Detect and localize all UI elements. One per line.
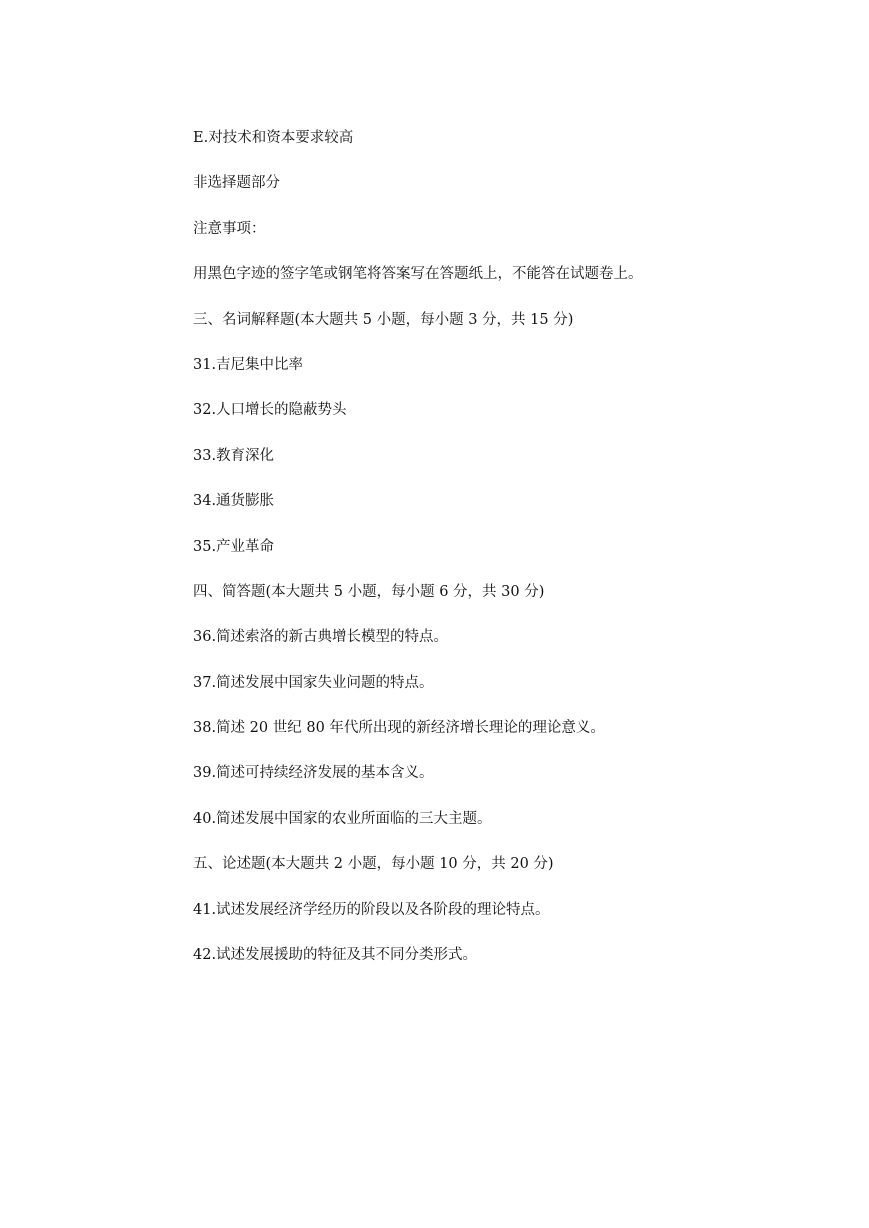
notice-heading: 注意事项： <box>193 220 266 237</box>
document-body <box>193 127 833 989</box>
option-e: E.对技术和资本要求较高 <box>193 130 354 146</box>
question-39: 39.简述可持续经济发展的基本含义。 <box>193 765 434 782</box>
question-40: 40.简述发展中国家的农业所面临的三大主题。 <box>193 810 492 827</box>
notice-text: 用黑色字迹的签字笔或钢笔将答案写在答题纸上，不能答在试题卷上。 <box>193 266 643 283</box>
question-35: 35.产业革命 <box>193 538 275 555</box>
question-41: 41.试述发展经济学经历的阶段以及各阶段的理论特点。 <box>193 901 550 918</box>
section-heading-short-answer: 四、简答题(本大题共 5 小题，每小题 6 分，共 30 分) <box>193 583 545 600</box>
question-32: 32.人口增长的隐蔽势头 <box>193 402 347 419</box>
section-heading-essay: 五、论述题(本大题共 2 小题，每小题 10 分，共 20 分) <box>193 856 554 873</box>
question-38: 38.简述 20 世纪 80 年代所出现的新经济增长理论的理论意义。 <box>193 720 605 737</box>
question-42: 42.试述发展援助的特征及其不同分类形式。 <box>193 947 478 964</box>
question-33: 33.教育深化 <box>193 447 275 464</box>
question-31: 31.吉尼集中比率 <box>193 356 304 373</box>
section-heading-terms: 三、名词解释题(本大题共 5 小题，每小题 3 分，共 15 分) <box>193 311 574 328</box>
question-34: 34.通货膨胀 <box>193 493 275 510</box>
question-36: 36.简述索洛的新古典增长模型的特点。 <box>193 629 449 646</box>
section-heading-non-choice: 非选择题部分 <box>193 175 280 192</box>
question-37: 37.简述发展中国家失业问题的特点。 <box>193 674 434 691</box>
